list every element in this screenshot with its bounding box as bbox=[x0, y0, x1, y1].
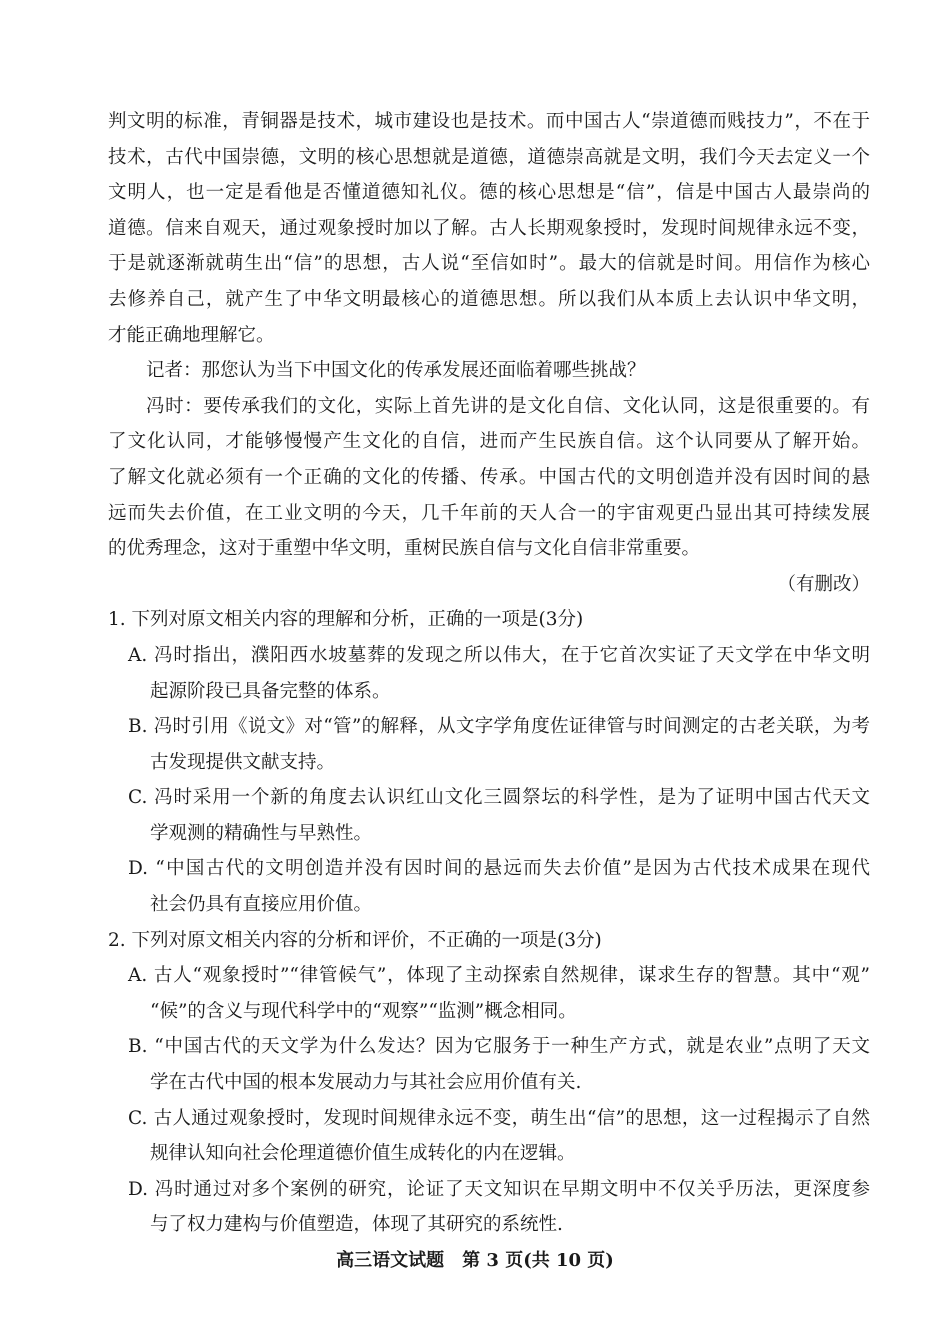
paragraph bbox=[108, 389, 870, 567]
page-footer: 高三语文试题 第 3 页(共 10 页) bbox=[336, 1250, 614, 1271]
text-line: 道德。信来自观天，通过观象授时加以了解。古人长期观象授时，发现时间规律永远不变， bbox=[108, 217, 870, 239]
text-line: 远而失去价值，在工业文明的今天，几千年前的天人合一的宇宙观更凸显出其可持续发展 bbox=[108, 502, 870, 524]
page-content bbox=[108, 104, 870, 1243]
question bbox=[108, 602, 870, 922]
option-line: 与了权力建构与价值塑造，体现了其研究的系统性. bbox=[150, 1214, 563, 1236]
option-line: C. 冯时采用一个新的角度去认识红山文化三圆祭坛的科学性，是为了证明中国古代天文 bbox=[128, 787, 870, 809]
answer-option bbox=[108, 851, 870, 922]
answer-option bbox=[108, 1029, 870, 1100]
text-line: 的优秀理念，这对于重塑中华文明，重树民族自信与文化自信非常重要。 bbox=[108, 538, 701, 560]
text-line: 记者：那您认为当下中国文化的传承发展还面临着哪些挑战？ bbox=[146, 360, 646, 382]
passage bbox=[108, 104, 870, 567]
option-line: 学在古代中国的根本发展动力与其社会应用价值有关. bbox=[150, 1072, 582, 1094]
paragraph bbox=[108, 353, 870, 389]
option-line: C. 古人通过观象授时，发现时间规律永远不变，萌生出“信”的思想，这一过程揭示了自然 bbox=[128, 1107, 870, 1129]
text-line: 了解文化就必须有一个正确的文化的传播、传承。中国古代的文明创造并没有因时间的悬 bbox=[108, 466, 870, 488]
option-line: D. 冯时通过对多个案例的研究，论证了天文知识在早期文明中不仅关乎历法，更深度参 bbox=[128, 1178, 870, 1200]
option-line: 规律认知向社会伦理道德价值生成转化的内在逻辑。 bbox=[150, 1143, 576, 1165]
question-stem: 1. 下列对原文相关内容的理解和分析，正确的一项是(3分) bbox=[108, 609, 584, 631]
question-stem: 2. 下列对原文相关内容的分析和评价，不正确的一项是(3分) bbox=[108, 929, 602, 951]
text-line: 了文化认同，才能够慢慢产生文化的自信，进而产生民族自信。这个认同要从了解开始。 bbox=[108, 431, 870, 453]
answer-option bbox=[108, 780, 870, 851]
questions bbox=[108, 602, 870, 1243]
option-line: B. 冯时引用《说文》对“管”的解释，从文字学角度佐证律管与时间测定的古老关联，为考 bbox=[128, 716, 870, 738]
answer-option bbox=[108, 1172, 870, 1243]
answer-option bbox=[108, 709, 870, 780]
option-line: A. 古人“观象授时”“律管候气”，体现了主动探索自然规律，谋求生存的智慧。其中“观” bbox=[128, 965, 870, 987]
paragraph bbox=[108, 104, 870, 353]
answer-option bbox=[108, 958, 870, 1029]
option-line: D. “中国古代的文明创造并没有因时间的悬远而失去价值”是因为古代技术成果在现代 bbox=[128, 858, 870, 880]
option-line: A. 冯时指出，濮阳西水坡墓葬的发现之所以伟大，在于它首次实证了天文学在中华文明 bbox=[128, 644, 870, 666]
answer-option bbox=[108, 638, 870, 709]
text-line: 冯时：要传承我们的文化，实际上首先讲的是文化自信、文化认同，这是很重要的。有 bbox=[146, 395, 870, 417]
text-line: 技术，古代中国崇德，文明的核心思想就是道德，道德崇高就是文明，我们今天去定义一个 bbox=[108, 146, 870, 168]
option-line: “候”的含义与现代科学中的“观察”“监测”概念相同。 bbox=[150, 1000, 577, 1022]
question bbox=[108, 923, 870, 1243]
option-line: 起源阶段已具备完整的体系。 bbox=[150, 680, 391, 702]
option-line: 学观测的精确性与早熟性。 bbox=[150, 822, 373, 844]
text-line: 于是就逐渐就萌生出“信”的思想，古人说“至信如时”。最大的信就是时间。用信作为核心 bbox=[108, 253, 870, 275]
answer-option bbox=[108, 1101, 870, 1172]
text-line: 去修养自己，就产生了中华文明最核心的道德思想。所以我们从本质上去认识中华文明， bbox=[108, 288, 870, 310]
option-line: 社会仍具有直接应用价值。 bbox=[150, 894, 373, 916]
text-line: 判文明的标准，青铜器是技术，城市建设也是技术。而中国古人“崇道德而贱技力”，不在于 bbox=[108, 111, 870, 132]
source-note: （有删改） bbox=[777, 573, 870, 595]
option-line: B. “中国古代的天文学为什么发达？因为它服务于一种生产方式，就是农业”点明了天文 bbox=[128, 1036, 870, 1058]
option-line: 古发现提供文献支持。 bbox=[150, 751, 336, 773]
text-line: 才能正确地理解它。 bbox=[108, 324, 275, 346]
text-line: 文明人，也一定是看他是否懂道德知礼仪。德的核心思想是“信”，信是中国古人最崇尚的 bbox=[108, 182, 870, 204]
